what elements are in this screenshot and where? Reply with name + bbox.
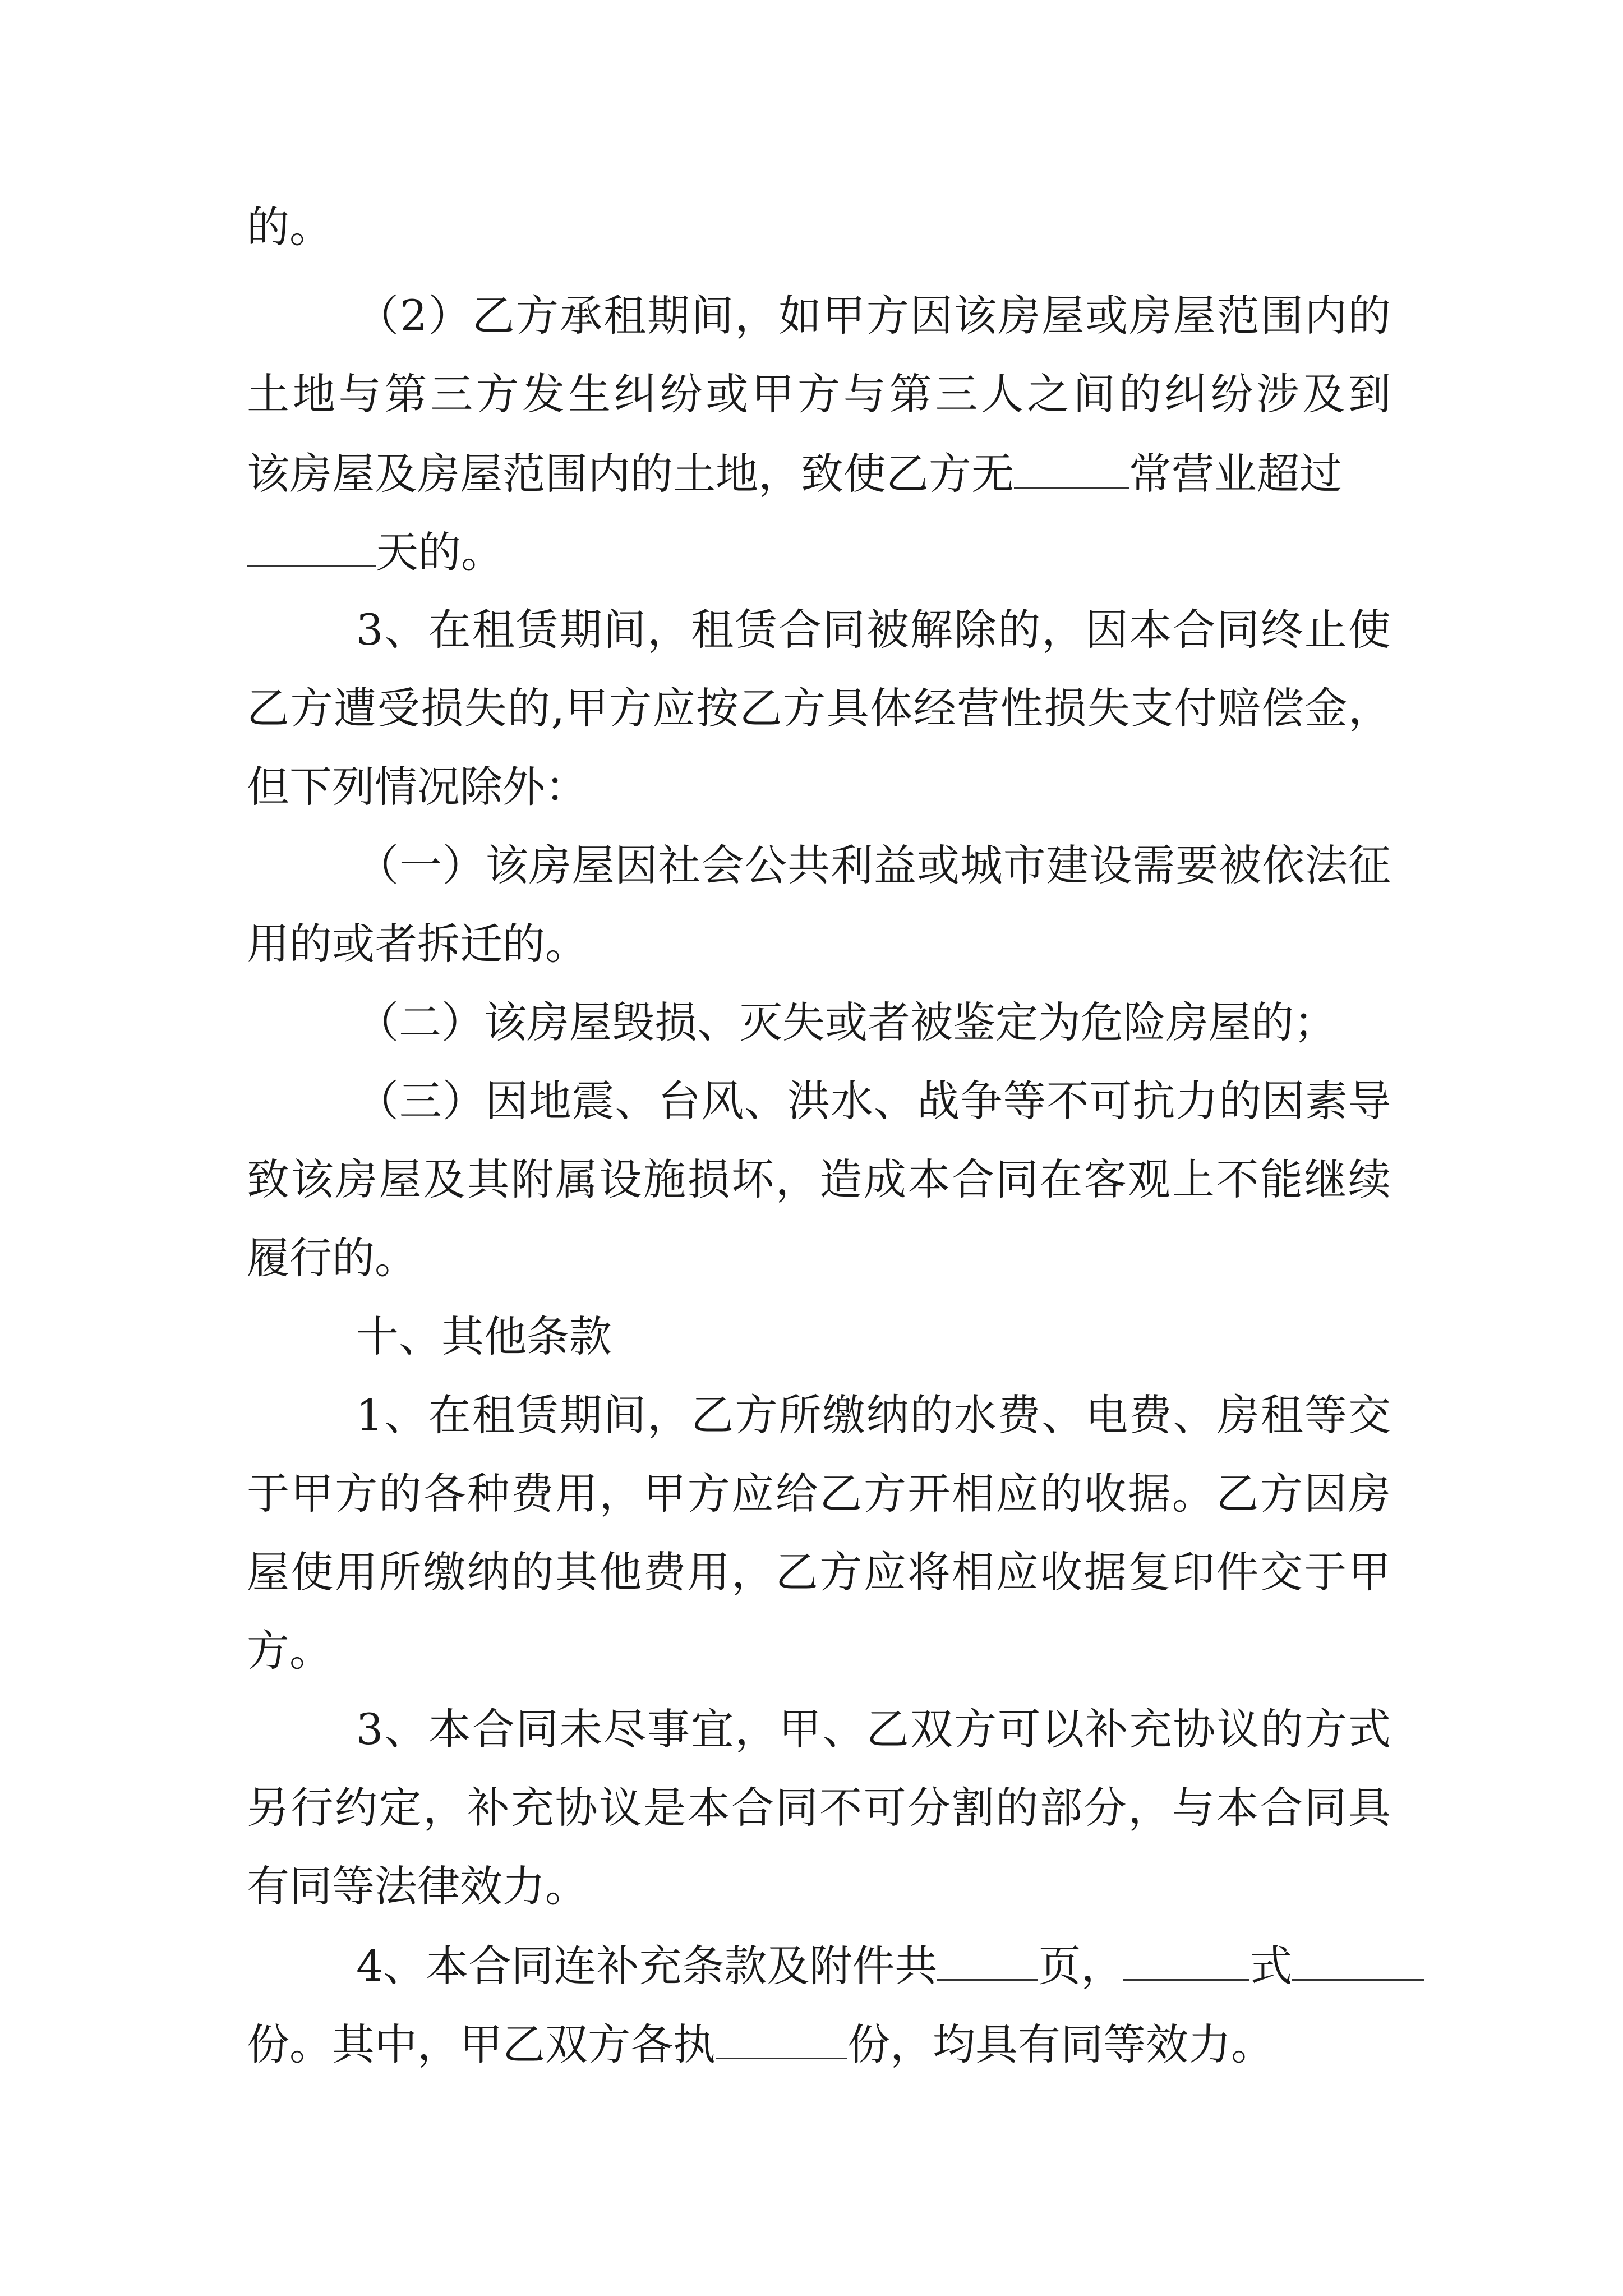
text-line [247,2018,1274,2069]
fill-in-blank [247,526,376,567]
text-line: 3、本合同未尽事宜，甲、乙双方可以补充协议的方式 [356,1704,1391,1754]
text-line: （三）因地震、台风、洪水、战争等不可抗力的因素导 [356,1076,1391,1126]
fill-in-blank [1014,448,1129,489]
text-line: 致该房屋及其附属设施损坏，造成本合同在客观上不能继续 [247,1154,1391,1204]
text-line: 屋使用所缴纳的其他费用，乙方应将相应收据复印件交于甲 [247,1547,1391,1597]
text-segment: 页， [1038,1941,1124,1991]
text-line [247,448,1342,498]
text-line: 方。 [247,1626,332,1676]
text-segment: 该房屋及房屋范围内的土地，致使乙方无 [247,449,1014,499]
text-segment: 份，均具有同等效力。 [847,2019,1274,2069]
fill-in-blank [1292,1940,1424,1981]
text-line: 乙方遭受损失的,甲方应按乙方具体经营性损失支付赔偿金， [247,683,1391,733]
text-line: （2）乙方承租期间，如甲方因该房屋或房屋范围内的 [356,291,1391,341]
text-line: 但下列情况除外： [247,762,588,812]
text-line: 的。 [247,202,332,252]
text-line [356,1940,1424,1990]
section-heading: 十、其他条款 [356,1312,612,1361]
text-line: 履行的。 [247,1233,417,1283]
text-line: 3、在租赁期间，租赁合同被解除的，因本合同终止使 [356,605,1391,655]
text-segment: 天的。 [376,527,504,577]
text-line: 有同等法律效力。 [247,1861,588,1911]
fill-in-blank [716,2018,847,2059]
text-line [247,526,504,577]
text-line: （二）该房屋毁损、灭失或者被鉴定为危险房屋的； [356,997,1336,1047]
text-line: （一）该房屋因社会公共利益或城市建设需要被依法征 [356,840,1391,890]
fill-in-blank [1123,1940,1249,1981]
text-line: 土地与第三方发生纠纷或甲方与第三人之间的纠纷涉及到 [247,369,1391,419]
fill-in-blank [937,1940,1038,1981]
text-line: 用的或者拆迁的。 [247,919,588,969]
text-segment: 常营业超过 [1129,449,1342,499]
text-segment: 份。其中，甲乙双方各执 [247,2019,716,2069]
text-segment: 式 [1249,1941,1293,1991]
text-line: 另行约定，补充协议是本合同不可分割的部分，与本合同具 [247,1783,1391,1833]
text-line: 1、在租赁期间，乙方所缴纳的水费、电费、房租等交 [356,1390,1391,1440]
text-segment: 4、本合同连补充条款及附件共 [356,1941,938,1991]
text-line: 于甲方的各种费用，甲方应给乙方开相应的收据。乙方因房 [247,1469,1391,1519]
